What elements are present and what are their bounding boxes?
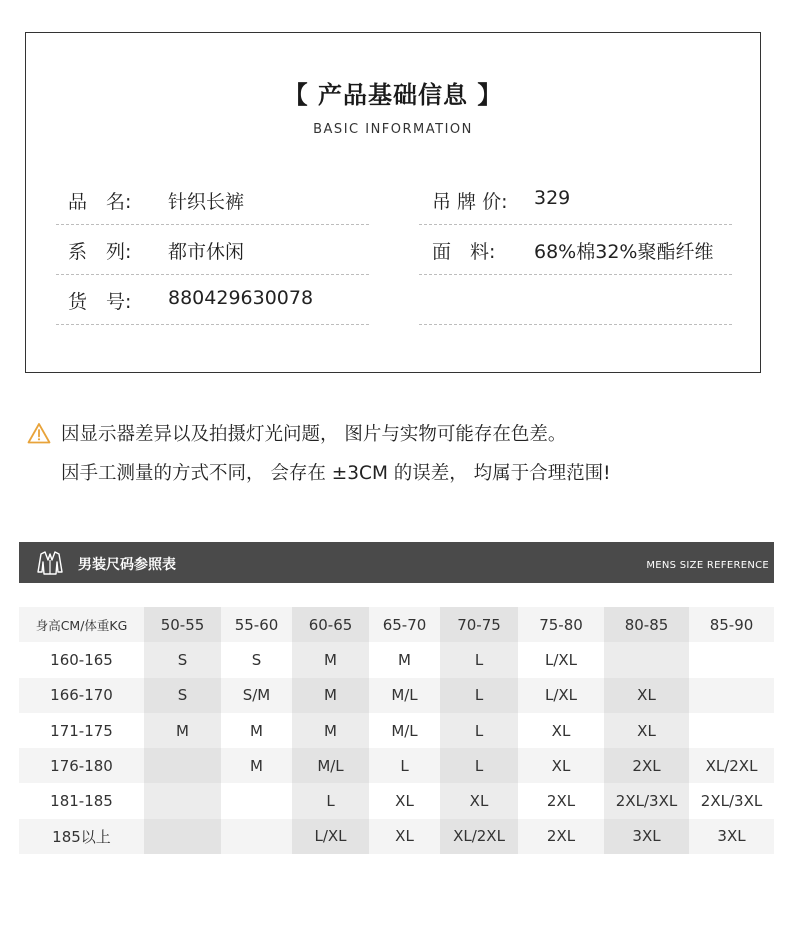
notice-line-1: 因显示器差异以及拍摄灯光问题， 图片与实物可能存在色差。 <box>61 424 567 445</box>
size-cell <box>689 678 774 713</box>
table-row <box>19 678 774 713</box>
field-label: 货 号: <box>68 291 132 313</box>
size-cell: XL <box>604 678 689 713</box>
field-fabric <box>419 225 732 275</box>
field-value: 68%棉32%聚酯纤维 <box>534 241 714 263</box>
table-row <box>19 748 774 783</box>
size-chart-subtitle: MENS SIZE REFERENCE <box>646 560 769 571</box>
field-label: 系 列: <box>68 241 132 263</box>
size-cell: L <box>292 783 369 818</box>
size-cell: L <box>440 642 518 677</box>
size-cell: M/L <box>369 678 440 713</box>
height-label: 176-180 <box>19 748 144 783</box>
size-cell: XL/2XL <box>689 748 774 783</box>
size-cell: L/XL <box>518 642 604 677</box>
table-row <box>19 642 774 677</box>
height-label: 185以上 <box>19 819 144 854</box>
field-value: 880429630078 <box>168 287 314 309</box>
size-cell: M <box>292 642 369 677</box>
jacket-logo-icon <box>36 550 64 576</box>
size-cell: XL <box>369 819 440 854</box>
size-cell: XL <box>369 783 440 818</box>
field-empty <box>419 275 732 325</box>
table-header-row <box>19 607 774 642</box>
size-cell: S/M <box>221 678 292 713</box>
field-label: 品 名: <box>68 191 132 213</box>
table-row <box>19 819 774 854</box>
size-cell: L <box>440 748 518 783</box>
field-label: 面 料: <box>432 241 496 263</box>
size-cell: M <box>144 713 221 748</box>
size-cell: S <box>144 642 221 677</box>
size-cell: M <box>292 713 369 748</box>
field-value: 针织长裤 <box>168 191 245 213</box>
weight-header: 70-75 <box>440 607 518 642</box>
size-cell: XL <box>518 713 604 748</box>
size-cell: L/XL <box>518 678 604 713</box>
weight-header: 85-90 <box>689 607 774 642</box>
size-cell <box>221 819 292 854</box>
warning-icon <box>27 422 51 444</box>
size-cell: S <box>144 678 221 713</box>
field-series <box>56 225 369 275</box>
weight-header: 65-70 <box>369 607 440 642</box>
size-cell <box>144 783 221 818</box>
field-label: 吊 牌 价: <box>432 191 508 213</box>
weight-header: 75-80 <box>518 607 604 642</box>
height-label: 160-165 <box>19 642 144 677</box>
table-row <box>19 783 774 818</box>
field-tag-price <box>419 175 732 225</box>
size-cell <box>144 748 221 783</box>
size-cell: 2XL/3XL <box>604 783 689 818</box>
info-subtitle: BASIC INFORMATION <box>313 122 473 137</box>
field-item-number <box>56 275 369 325</box>
size-cell <box>221 783 292 818</box>
corner-label: 身高CM/体重KG <box>19 607 144 642</box>
field-value: 329 <box>534 187 571 209</box>
size-cell: 2XL <box>518 783 604 818</box>
notice-line-2: 因手工测量的方式不同， 会存在 ±3CM 的误差， 均属于合理范围! <box>61 463 611 484</box>
weight-header: 80-85 <box>604 607 689 642</box>
size-cell: L <box>440 678 518 713</box>
size-cell: XL <box>440 783 518 818</box>
size-cell: 3XL <box>604 819 689 854</box>
weight-header: 60-65 <box>292 607 369 642</box>
size-cell: 2XL <box>604 748 689 783</box>
size-cell: L <box>369 748 440 783</box>
size-cell: M <box>292 678 369 713</box>
size-cell: M/L <box>292 748 369 783</box>
size-cell: XL <box>604 713 689 748</box>
field-value: 都市休闲 <box>168 241 245 263</box>
product-info-box <box>25 32 761 373</box>
size-cell: L <box>440 713 518 748</box>
size-cell: 2XL/3XL <box>689 783 774 818</box>
size-cell <box>144 819 221 854</box>
table-row <box>19 713 774 748</box>
size-cell: M <box>369 642 440 677</box>
height-label: 171-175 <box>19 713 144 748</box>
size-cell: 3XL <box>689 819 774 854</box>
size-cell: XL/2XL <box>440 819 518 854</box>
size-cell: M <box>221 748 292 783</box>
size-cell: S <box>221 642 292 677</box>
size-cell: L/XL <box>292 819 369 854</box>
size-cell: M/L <box>369 713 440 748</box>
size-cell <box>689 642 774 677</box>
size-cell <box>689 713 774 748</box>
field-name <box>56 175 369 225</box>
size-cell: M <box>221 713 292 748</box>
height-label: 181-185 <box>19 783 144 818</box>
weight-header: 50-55 <box>144 607 221 642</box>
size-chart-title: 男装尺码参照表 <box>78 557 176 573</box>
size-table <box>19 607 774 854</box>
weight-header: 55-60 <box>221 607 292 642</box>
size-cell: 2XL <box>518 819 604 854</box>
height-label: 166-170 <box>19 678 144 713</box>
size-chart-header <box>19 542 774 583</box>
size-cell: XL <box>518 748 604 783</box>
info-title: 【 产品基础信息 】 <box>283 81 503 109</box>
size-cell <box>604 642 689 677</box>
